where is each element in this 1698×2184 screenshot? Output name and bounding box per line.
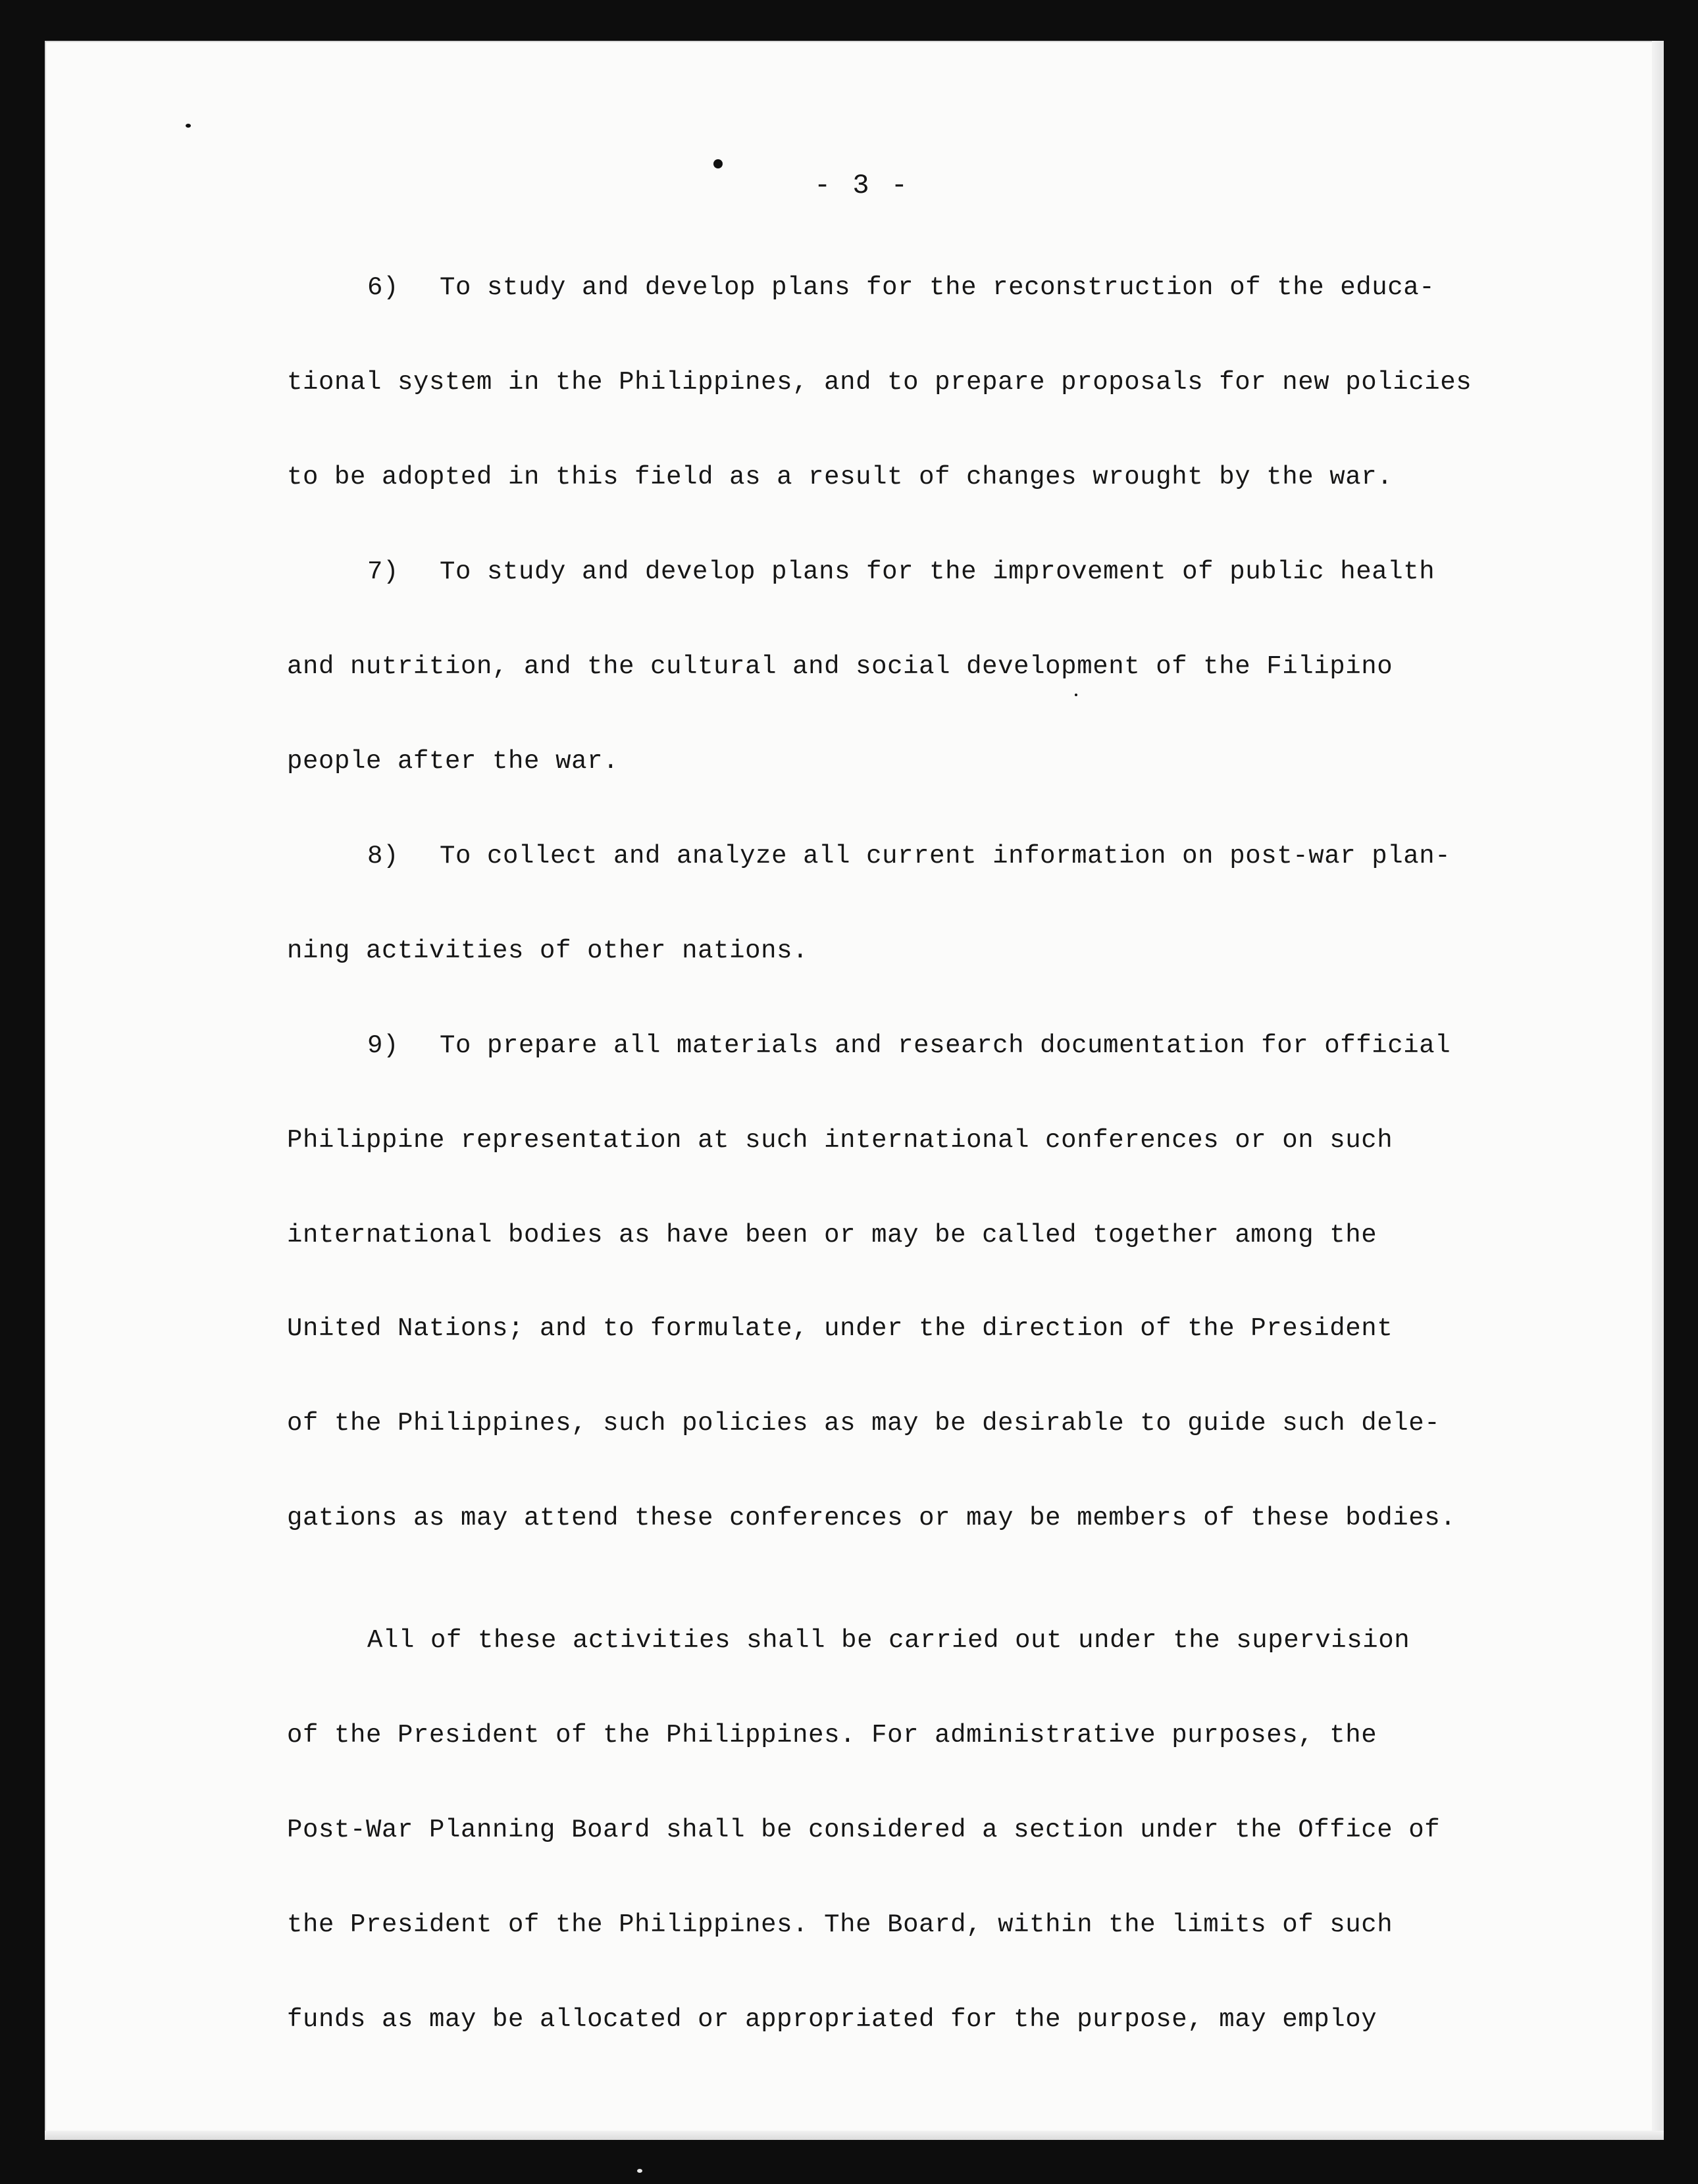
item-6-line-3: to be adopted in this field as a result of changes wrought by the war. [287, 463, 1393, 492]
item-9-line-2: Philippine representation at such international conferences or on such [287, 1126, 1393, 1155]
ink-speck [186, 124, 191, 128]
closing-line-5: funds as may be allocated or appropriated for the purpose, may employ [287, 2005, 1377, 2034]
closing-line-2: of the President of the Philippines. For administrative purposes, the [287, 1721, 1377, 1750]
page-edge-right [1652, 41, 1664, 2140]
item-7-line-3: people after the war. [287, 747, 619, 776]
ink-speck [1075, 694, 1077, 696]
closing-line-1: All of these activities shall be carried out under the supervision [367, 1626, 1410, 1655]
item-9-text: To prepare all materials and research documentation for official [440, 1031, 1451, 1060]
page-edge-bottom [45, 2131, 1664, 2140]
ink-speck [713, 159, 723, 168]
item-8-line-2: ning activities of other nations. [287, 936, 809, 965]
item-6-line-2: tional system in the Philippines, and to prepare proposals for new policies [287, 368, 1472, 397]
item-7-line-1 [367, 559, 1435, 585]
item-9-line-6: gations as may attend these conferences or may be members of these bodies. [287, 1504, 1456, 1533]
item-6-text: To study and develop plans for the reconstruction of the educa- [440, 273, 1435, 302]
closing-line-3: Post-War Planning Board shall be considered a section under the Office of [287, 1816, 1441, 1844]
item-9-line-4: United Nations; and to formulate, under the direction of the President [287, 1314, 1393, 1343]
item-9-line-5: of the Philippines, such policies as may be desirable to guide such dele- [287, 1409, 1441, 1438]
item-9-line-3: international bodies as have been or may be called together among the [287, 1221, 1377, 1250]
item-9-number: 9) [367, 1031, 399, 1060]
item-8-line-1 [367, 844, 1451, 869]
item-8-number: 8) [367, 842, 399, 871]
item-7-line-2: and nutrition, and the cultural and social development of the Filipino [287, 652, 1393, 681]
item-7-text: To study and develop plans for the improvement of public health [440, 557, 1435, 586]
closing-line-4: the President of the Philippines. The Board, within the limits of such [287, 1910, 1393, 1939]
ink-speck [637, 2169, 642, 2173]
item-6-line-1 [367, 275, 1435, 301]
item-8-text: To collect and analyze all current information on post-war plan- [440, 842, 1451, 871]
item-6-number: 6) [367, 273, 399, 302]
page-number: - 3 - [813, 170, 911, 201]
item-9-line-1 [367, 1033, 1451, 1059]
item-7-number: 7) [367, 557, 399, 586]
